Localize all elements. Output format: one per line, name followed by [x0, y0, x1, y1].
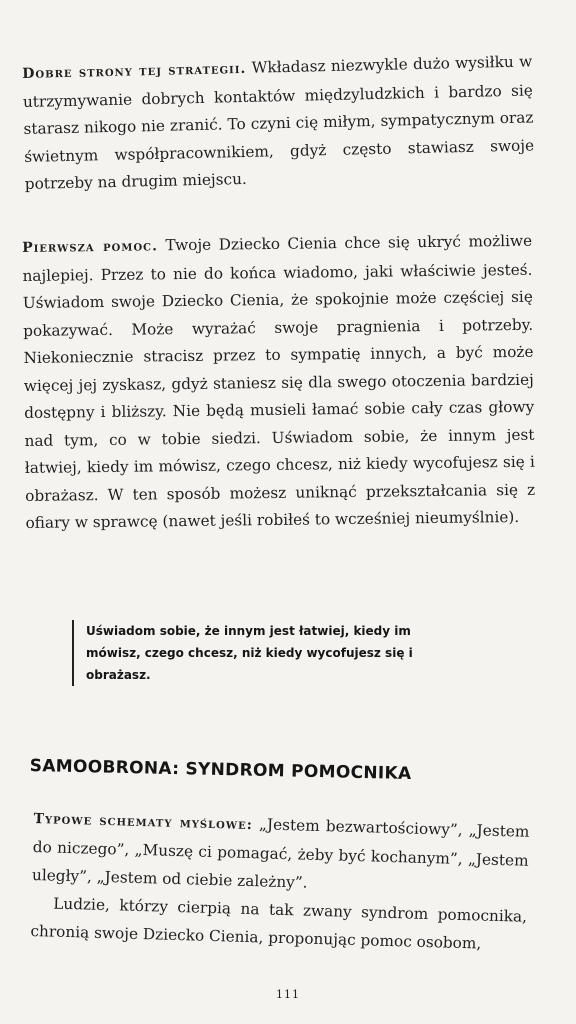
- paragraph-thought-patterns: [32, 804, 530, 903]
- paragraph-first-aid: [22, 228, 536, 538]
- paragraph-text: Wkładasz niezwykle dużo wysiłku w utrzymywanie dobrych kontaktów międzyludzkich i bardzo się starasz nikogo nie zranić. To czyni cię miłym, sympatycznym oraz świetnym współpracownikiem, gdyż często stawiasz swoje potrzeby na drugim miejscu.: [22, 52, 535, 193]
- paragraph-lead: Dobre strony tej strategii.: [22, 60, 247, 82]
- section-heading: SAMOOBRONA: SYNDROM POMOCNIKA: [29, 756, 412, 784]
- lower-text-block: [30, 804, 530, 959]
- paragraph-text: „Jestem bezwartościowy”, „Jestem do niczego”, „Muszę ci pomagać, żeby być kochanym”, „Jestem uległy”, „Jestem od ciebie zależny”.: [31, 815, 530, 892]
- paragraph-lead: Typowe schematy myślowe:: [33, 810, 254, 834]
- page-number: 111: [276, 988, 300, 1001]
- paragraph-lead: Pierwsza pomoc.: [22, 238, 159, 256]
- paragraph-text: Twoje Dziecko Cienia chce się ukryć możliwe najlepiej. Przez to nie do końca wiadomo, jaki właściwie jesteś. Uświadom swoje Dziecko Cienia, że spokojnie może częściej się pokazywać. Może wyrażać swoje pragnienia i potrzeby. Niekoniecznie stracisz przez to sympatię innych, a być może więcej jej zyskasz, gdyż staniesz się dla swego otoczenia bardziej dostępny i bliższy. Nie będą musieli łamać sobie cały czas głowy nad tym, co w tobie siedzi. Uświadom sobie, że innym jest łatwiej, kiedy im mówisz, czego chcesz, niż kiedy wycofujesz się i obrażasz. W ten sposób możesz uniknąć przekształcania się z ofiary w sprawcę (nawet jeśli robiłeś to wcześniej nieumyślnie).: [22, 231, 536, 532]
- pull-quote: Uświadom sobie, że innym jest łatwiej, kiedy im mówisz, czego chcesz, niż kiedy wycofujesz się i obrażasz.: [72, 620, 466, 686]
- paragraph-strengths: [22, 48, 535, 198]
- paragraph-helper-syndrome: Ludzie, którzy cierpią na tak zwany syndrom pomocnika, chronią swoje Dziecko Cienia, proponując pomoc osobom,: [30, 894, 528, 953]
